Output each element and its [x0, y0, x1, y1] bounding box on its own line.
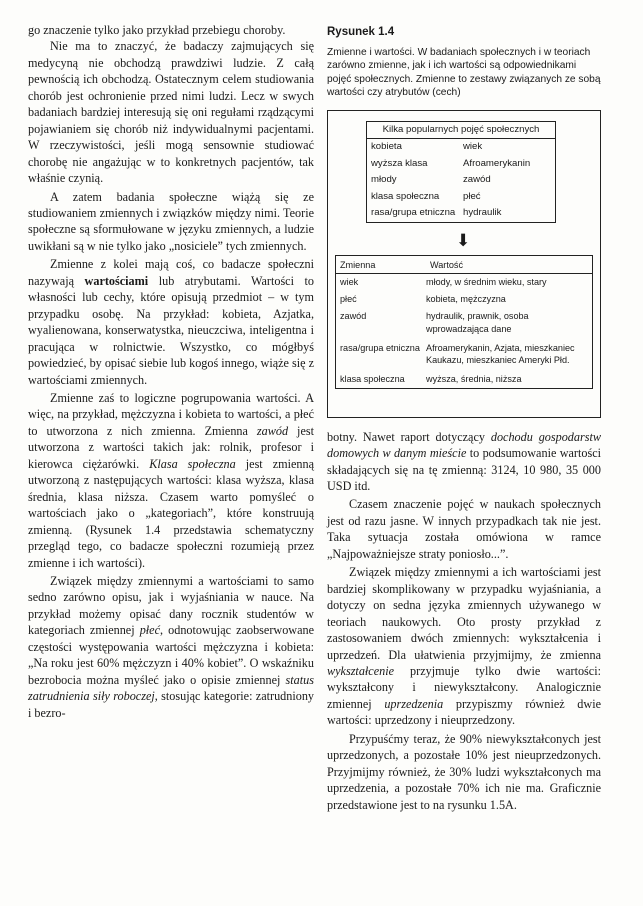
right-column [327, 22, 601, 813]
figure-diagram [327, 110, 601, 418]
figure-caption: Zmienne i wartości. W badaniach społecznych i w teoriach zarówno zmienne, jak i ich wartości są odpowiednikami pojęć społecznych. Zmienne to zestawy związanych ze sobą wartości czy atrybutów (cech) [327, 47, 601, 99]
table-row: klasa społeczna płeć [371, 190, 481, 202]
paragraph: Zmienne z kolei mają coś, co badacze społeczni nazywają wartościami lub atrybutami. Wartości to własności lub cechy, które opisują przedmiot – w tym przypadku osobę. Na przykład: kobieta, Azjatka, wyalienowana, konserwatystka, nieuczciwa, inteligentna i pracująca w rolnictwie. Wszystko, co mógłbyś powiedzieć, by opisać siebie lub kogoś innego, wiąże się z wartościami zmiennych. [28, 257, 314, 387]
paragraph: Nie ma to znaczyć, że badaczy zajmujących się medycyną nie obchodzą prawdziwi ludzie. Z całą pewnością ich obchodzą. Ostatecznym celem studiowania chorób jest ochronienie przed nimi ludzi. Lecz w swych badaniach bardziej interesują się oni regułami rządzącymi pojawianiem się chorób niż indywidualnymi pacjentami. W rzeczywistości, jeśli mogą sensownie studiować chorobę nie angażując w to konkretnych pacjentów, tak właśnie czynią. [28, 39, 314, 186]
concepts-table [366, 121, 556, 223]
bold-term: wartościami [84, 273, 149, 288]
paragraph: Związek między zmiennymi a wartościami to samo sedno zarówno opisu, jak i wyjaśniania w nauce. Na przykład możemy opisać dany rocznik studentów w kategoriach zmiennej płeć, odnotowując zaobserwowane częstości występowania wartości mężczyzna i kobieta: „Na roku jest 60% mężczyzn i 40% kobiet”. O wskaźniku bezrobocia można myśleć jako o opisie zmiennej status zatrudnienia siły roboczej, stosując kategorie: zatrudniony i bezro- [28, 573, 315, 720]
left-column [28, 22, 314, 721]
paragraph: Czasem znaczenie pojęć w naukach społecznych jest od razu jasne. W innych przypadkach tak nie jest. Taka sytuacja została omówiona w ramce „Najpoważniejsze straty poniosło...”. [327, 497, 601, 561]
table-row: rasa/grupa etniczna hydraulik [371, 207, 502, 219]
paragraph: botny. Nawet raport dotyczący dochodu gospodarstw domowych w danym mieście to podsumowanie wartości składających się na tę zmienną: 3124, 10 980, 35 000 USD itd. [327, 429, 602, 493]
table-row: zawód hydraulik, prawnik, osoba wprowadzająca dane [340, 311, 529, 334]
paragraph: go znaczenie tylko jako przykład przebiegu choroby. [28, 23, 286, 37]
concepts-table-header: Kilka popularnych pojęć społecznych [367, 122, 555, 140]
table-row: wyższa klasa Afroamerykanin [371, 157, 531, 169]
table-row: wiek młody, w średnim wieku, stary [340, 277, 547, 288]
paragraph: Przypuśćmy teraz, że 90% niewykształconych jest uprzedzonych, a pozostałe 10% jest nieuprzedzonych. Przyjmijmy również, że 30% ludzi wykształconych ma uprzedzenia, a pozostałe 70% ich nie ma. Graficznie przedstawione jest to na rysunku 1.5A. [327, 731, 601, 812]
table-row: płeć kobieta, mężczyzna [340, 294, 506, 305]
paragraph: Zmienne zaś to logiczne pogrupowania wartości. A więc, na przykład, mężczyzna i kobieta to wartości, a płeć to utworzona z nich zmienna. Zmienna zawód jest utworzona z wartości takich jak: rolnik, profesor i kierowca ciężarówki. Klasa społeczna jest zmienną utworzoną z następujących wartości: klasa wyższa, klasa średnia, klasa niższa. Czasem warto pomyśleć o wartościach jako o „kategoriach”, które konstruują zmienną. (Rysunek 1.4 przedstawia schematyczny przegląd tego, co badacze społeczni rozumieją przez zmienne i ich wartości). [28, 390, 314, 570]
paragraph: Związek między zmiennymi a ich wartościami jest bardziej skomplikowany w przypadku wyjaśniania, a dotyczy on sedna języka zmiennych używanego w teoriach naukowych. Oto prosty przykład z zastosowaniem dwóch zmiennych: wykształcenia i uprzedzeń. Dla ułatwienia przyjmijmy, że zmienna wykształcenie przyjmuje tylko dwie wartości: wykształcony i niewykształcony. Analogicznie zmiennej uprzedzenia przypiszmy również dwie wartości: uprzedzony i nieuprzedzony. [327, 565, 601, 728]
table-row: klasa społeczna wyższa, średnia, niższa [340, 374, 522, 385]
arrow-down-icon: ⬇ [456, 230, 471, 250]
table-row: młody zawód [371, 174, 491, 186]
variables-table [335, 255, 593, 389]
paragraph: A zatem badania społeczne wiążą się ze studiowaniem zmiennych i związków między nimi. Teorie społeczne są sformułowane w języku zmiennych, a ludzie uwikłani są w nie tylko jako „nosiciele” tych zmiennych. [28, 189, 314, 253]
table-row: kobieta wiek [371, 141, 483, 153]
variables-table-header: Zmienna Wartość [336, 256, 592, 275]
figure-title: Rysunek 1.4 [327, 26, 395, 38]
table-row: rasa/grupa etniczna Afroamerykanin, Azjata, mieszkaniec Kaukazu, mieszkaniec Ameryki Płd. [340, 342, 575, 366]
